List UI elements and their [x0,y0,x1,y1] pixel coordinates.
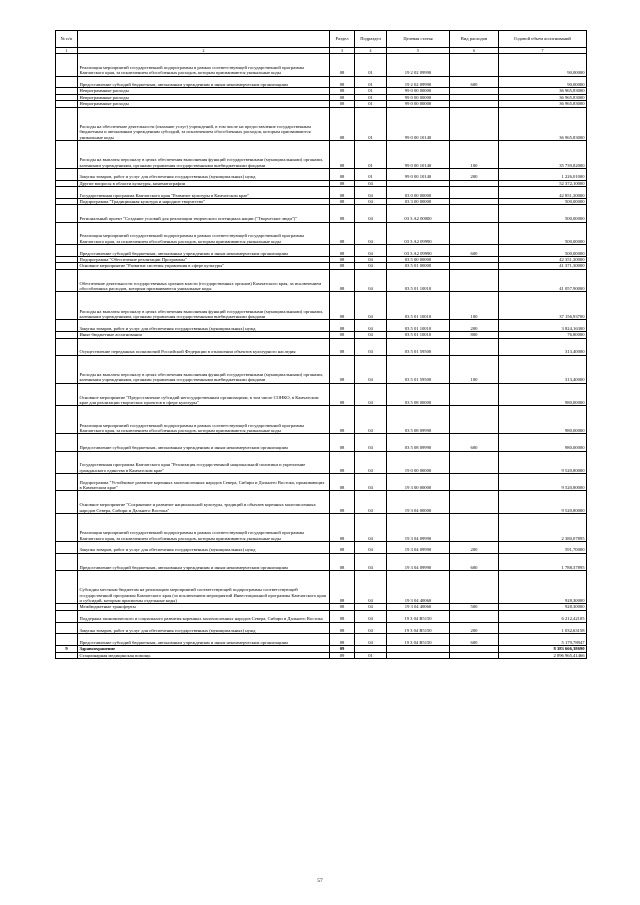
row-name: Обеспечение деятельности государственных органов власти (государственных органов) Камчатского края, за исключением обособленных расходов, которым присваиваются уникальные коды [78,269,330,292]
row-podrazdel: 04 [355,222,387,245]
row-podrazdel: 04 [355,338,387,355]
row-number [56,434,78,451]
row-podrazdel: 04 [355,199,387,205]
row-target-article: 99 0 00 10140 [387,107,450,140]
row-podrazdel: 01 [355,88,387,94]
row-sum: 500,00000 [499,199,587,205]
row-expense-type [450,222,499,245]
table-row [56,541,587,553]
row-expense-type [450,491,499,514]
row-podrazdel: 01 [355,94,387,100]
row-target-article: 03 5 01 59500 [387,338,450,355]
row-name: Реализация мероприятий государственной подпрограммы в рамках соответствующей государственной программы Камчатского края, за исключением обособленных расходов, которым присваиваются уникальные коды [78,222,330,245]
row-target-article: 19 3 04 09990 [387,513,450,541]
row-sum: 36 965,83000 [499,101,587,107]
row-target-article: 03 5 08 00000 [387,383,450,406]
row-razdel: 08 [330,553,355,570]
row-expense-type: 200 [450,622,499,634]
row-razdel: 08 [330,491,355,514]
column-index: 4 [355,48,387,54]
row-sum: 42 851,30000 [499,187,587,199]
row-number [56,383,78,406]
row-target-article: 03 5 01 10010 [387,332,450,338]
header-target-article: Целевая статья [387,31,450,48]
row-expense-type: 500 [450,604,499,610]
row-name: Подпрограмма "Традиционная культура и народное творчество" [78,199,330,205]
row-razdel: 08 [330,76,355,88]
row-podrazdel: 04 [355,622,387,634]
table-row [56,451,587,474]
row-expense-type [450,338,499,355]
row-sum: 1 226,01000 [499,169,587,181]
row-expense-type [450,406,499,434]
row-name: Предоставление субсидий бюджетным, автономным учреждениям и иным некоммерческим организациям [78,553,330,570]
row-name: Реализация мероприятий государственной подпрограммы в рамках соответствующей государственной программы Камчатского края, за исключением обособленных расходов, которым присваиваются уникальные коды [78,406,330,434]
row-sum: 90,00000 [499,76,587,88]
row-name: Стационарная медицинская помощь [78,652,330,658]
row-target-article: 19 3 04 40060 [387,570,450,603]
row-sum: 1 032,63158 [499,622,587,634]
table-row [56,553,587,570]
row-sum: 500,00000 [499,245,587,257]
row-podrazdel: 04 [355,263,387,269]
row-target-article: 19 2 02 09990 [387,76,450,88]
table-row [56,169,587,181]
row-number [56,610,78,622]
row-target-article: 19 2 02 09990 [387,54,450,77]
row-razdel: 09 [330,652,355,658]
table-row [56,107,587,140]
row-target-article: 19 3 04 R5150 [387,634,450,646]
row-name: Подпрограмма "Устойчивое развитие коренных малочисленных народов Севера, Сибири и Дальнего Востока, проживающих в Камчатском крае" [78,474,330,491]
row-name: Межбюджетные трансферты [78,604,330,610]
row-number [56,553,78,570]
row-podrazdel: 04 [355,513,387,541]
row-expense-type [450,513,499,541]
row-razdel: 08 [330,474,355,491]
row-podrazdel: 04 [355,474,387,491]
row-name: Основное мероприятие "Сохранение и развитие национальной культуры, традиций и обычаев коренных малочисленных народов Севера, Сибири и Дальнего Востока" [78,491,330,514]
table-row [56,292,587,320]
row-podrazdel: 04 [355,355,387,383]
row-expense-type: 100 [450,141,499,169]
row-expense-type: 600 [450,634,499,646]
row-target-article: 99 0 00 00000 [387,88,450,94]
table-row [56,76,587,88]
row-number [56,187,78,199]
row-razdel: 08 [330,338,355,355]
row-target-article: 03 3 00 00000 [387,199,450,205]
row-sum: 8 383 666,38690 [499,646,587,652]
row-razdel: 08 [330,169,355,181]
row-name: Закупка товаров, работ и услуг для обеспечения государственных (муниципальных) нужд [78,541,330,553]
row-podrazdel: 04 [355,292,387,320]
row-expense-type: 600 [450,76,499,88]
row-number [56,652,78,658]
row-name: Иные бюджетные ассигнования [78,332,330,338]
row-razdel: 08 [330,541,355,553]
row-sum: 2 380,07895 [499,513,587,541]
row-number [56,269,78,292]
row-podrazdel: 04 [355,180,387,186]
row-expense-type: 600 [450,245,499,257]
row-sum: 37 156,93700 [499,292,587,320]
row-target-article: 19 3 04 09990 [387,541,450,553]
row-name: Расходы на выплаты персоналу в целях обеспечения выполнения функций государственными (муниципальными) органами, казенными учреждениями, органами управления государственными внебюджетными фондами [78,292,330,320]
row-podrazdel: 04 [355,187,387,199]
row-sum: 42 351,30000 [499,256,587,262]
row-razdel: 08 [330,383,355,406]
table-row [56,245,587,257]
table-row [56,570,587,603]
row-name: Подпрограмма "Обеспечение реализации Программы" [78,256,330,262]
header-podrazdel: Подраздел [355,31,387,48]
row-name: Закупка товаров, работ и услуг для обеспечения государственных (муниципальных) нужд [78,169,330,181]
row-podrazdel: 04 [355,610,387,622]
row-razdel: 08 [330,320,355,332]
row-sum: 9 520,80000 [499,451,587,474]
row-expense-type [450,187,499,199]
row-target-article: 19 3 04 40060 [387,604,450,610]
row-podrazdel: 04 [355,451,387,474]
row-sum: 3 824,16300 [499,320,587,332]
row-target-article: 03 5 08 09990 [387,406,450,434]
row-podrazdel: 04 [355,570,387,603]
row-sum: 313,40000 [499,355,587,383]
row-target-article: 03 3 A2 09990 [387,222,450,245]
row-name: Закупка товаров, работ и услуг для обеспечения государственных (муниципальных) нужд [78,320,330,332]
table-row [56,652,587,658]
row-name: Расходы на выплаты персоналу в целях обеспечения выполнения функций государственными (муниципальными) органами, казенными учреждениями, органами управления государственными внебюджетными фондами [78,141,330,169]
row-target-article: 03 0 00 00000 [387,187,450,199]
row-name: Государственная программа Камчатского края "Развитие культуры в Камчатском крае" [78,187,330,199]
row-sum: 980,00000 [499,406,587,434]
row-number [56,141,78,169]
row-expense-type [450,54,499,77]
document-page [55,30,586,659]
row-razdel: 08 [330,94,355,100]
row-name: Региональный проект "Создание условий для реализации творческого потенциала нации ("Творческие люди")" [78,205,330,222]
column-index: 2 [78,48,330,54]
table-row [56,474,587,491]
row-name: Непрограммные расходы [78,88,330,94]
row-expense-type [450,652,499,658]
row-podrazdel: 04 [355,245,387,257]
row-sum: 500,00000 [499,205,587,222]
row-razdel: 08 [330,406,355,434]
row-sum: 35 739,82000 [499,141,587,169]
row-podrazdel: 04 [355,541,387,553]
row-podrazdel: 01 [355,54,387,77]
row-expense-type: 200 [450,320,499,332]
row-podrazdel: 04 [355,604,387,610]
row-target-article: 03 3 A2 09990 [387,245,450,257]
row-podrazdel: 01 [355,107,387,140]
row-sum: 76,80000 [499,332,587,338]
header-annual-sum: Годовой объем ассигнований [499,31,587,48]
row-number: 9 [56,646,78,652]
table-row [56,406,587,434]
row-name: Субсидии местным бюджетам на реализацию мероприятий соответствующей подпрограммы соответствующей государственной программы Камчатского края (за исключением мероприятий Инвестиционной программы Камчатского края и субсидий, которым присвоены отдельные коды) [78,570,330,603]
row-target-article: 19 3 04 00000 [387,491,450,514]
row-razdel: 08 [330,256,355,262]
table-row [56,141,587,169]
row-razdel: 08 [330,292,355,320]
row-razdel: 08 [330,634,355,646]
row-razdel: 08 [330,570,355,603]
row-name: Здравоохранение [78,646,330,652]
row-razdel: 08 [330,332,355,338]
row-podrazdel: 04 [355,434,387,451]
row-expense-type [450,107,499,140]
row-sum: 9 520,80000 [499,491,587,514]
row-razdel: 08 [330,451,355,474]
row-sum: 41 371,30000 [499,263,587,269]
row-sum: 1 788,37895 [499,553,587,570]
row-number [56,76,78,88]
row-expense-type [450,451,499,474]
row-razdel: 08 [330,622,355,634]
row-name: Непрограммные расходы [78,94,330,100]
row-target-article [387,652,450,658]
row-name: Основное мероприятие "Предоставление субсидий негосударственным организациям, в том числе СОНКО, в Камчатском крае для реализации творческих проектов в сфере культуры" [78,383,330,406]
header-expense-type: Вид расходов [450,31,499,48]
column-index: 6 [450,48,499,54]
row-expense-type [450,570,499,603]
row-number [56,222,78,245]
row-podrazdel: 04 [355,491,387,514]
row-target-article: 19 3 04 R5150 [387,610,450,622]
row-razdel: 08 [330,141,355,169]
row-sum: 313,40000 [499,338,587,355]
row-target-article: 99 0 00 00000 [387,94,450,100]
column-index: 1 [56,48,78,54]
row-expense-type: 200 [450,169,499,181]
row-podrazdel: 01 [355,169,387,181]
table-row [56,269,587,292]
page-number: 57 [317,878,323,884]
row-razdel: 08 [330,610,355,622]
row-podrazdel: 01 [355,652,387,658]
row-podrazdel: 04 [355,332,387,338]
row-razdel: 08 [330,222,355,245]
row-target-article: 03 5 01 59500 [387,355,450,383]
row-number [56,355,78,383]
row-target-article: 03 5 01 10010 [387,320,450,332]
row-sum: 591,70000 [499,541,587,553]
row-podrazdel: 04 [355,256,387,262]
row-razdel: 08 [330,604,355,610]
row-expense-type: 200 [450,541,499,553]
row-target-article: 19 3 00 00000 [387,474,450,491]
row-target-article: 03 3 A2 00000 [387,205,450,222]
row-target-article: 03 5 01 00000 [387,263,450,269]
header-row [56,31,587,48]
row-number [56,245,78,257]
table-row [56,355,587,383]
row-number [56,292,78,320]
row-sum: 980,00000 [499,383,587,406]
row-podrazdel: 04 [355,269,387,292]
row-number [56,622,78,634]
row-razdel: 08 [330,101,355,107]
table-row [56,205,587,222]
row-target-article: 99 0 00 10140 [387,169,450,181]
table-row [56,634,587,646]
table-row [56,54,587,77]
table-row [56,338,587,355]
row-number [56,570,78,603]
row-expense-type: 800 [450,332,499,338]
row-expense-type [450,269,499,292]
column-index: 7 [499,48,587,54]
row-number [56,491,78,514]
row-sum: 36 965,83000 [499,88,587,94]
row-target-article: 99 0 00 10140 [387,141,450,169]
table-row [56,610,587,622]
row-razdel: 08 [330,187,355,199]
table-body [56,54,587,659]
row-sum: 36 965,83000 [499,107,587,140]
row-sum: 5 179,78947 [499,634,587,646]
row-podrazdel: 04 [355,205,387,222]
row-sum: 41 057,90000 [499,269,587,292]
row-sum: 928,30000 [499,570,587,603]
table-row [56,187,587,199]
row-number [56,338,78,355]
row-number [56,406,78,434]
row-name: Предоставление субсидий бюджетным, автономным учреждениям и иным некоммерческим организациям [78,434,330,451]
row-podrazdel: 04 [355,320,387,332]
row-podrazdel: 04 [355,406,387,434]
row-number [56,634,78,646]
row-podrazdel: 04 [355,634,387,646]
row-razdel: 08 [330,205,355,222]
row-target-article: 03 5 01 10010 [387,292,450,320]
row-sum: 928,30000 [499,604,587,610]
row-target-article: 99 0 00 00000 [387,101,450,107]
row-target-article: 19 3 04 09990 [387,553,450,570]
row-number [56,451,78,474]
table-row [56,320,587,332]
row-target-article: 03 5 00 00000 [387,256,450,262]
row-expense-type [450,383,499,406]
row-razdel: 08 [330,180,355,186]
row-name: Предоставление субсидий бюджетным, автономным учреждениям и иным некоммерческим организациям [78,245,330,257]
row-razdel: 09 [330,646,355,652]
row-podrazdel: 04 [355,553,387,570]
header-razdel: Раздел [330,31,355,48]
row-razdel: 08 [330,269,355,292]
row-razdel: 08 [330,355,355,383]
row-sum: 9 520,80000 [499,474,587,491]
row-podrazdel: 01 [355,101,387,107]
row-sum: 980,00000 [499,434,587,451]
row-name: Расходы на выплаты персоналу в целях обеспечения выполнения функций государственными (муниципальными) органами, казенными учреждениями, органами управления государственными внебюджетными фондами [78,355,330,383]
row-target-article: 03 5 08 09990 [387,434,450,451]
column-index: 3 [330,48,355,54]
row-razdel: 08 [330,513,355,541]
table-row [56,383,587,406]
table-row [56,622,587,634]
row-sum: 52 372,10000 [499,180,587,186]
row-number [56,107,78,140]
row-name: Осуществление переданных полномочий Российской Федерации в отношении объектов культурного наследия [78,338,330,355]
budget-table [55,30,587,659]
row-expense-type: 600 [450,553,499,570]
row-razdel: 08 [330,54,355,77]
row-number [56,169,78,181]
row-sum: 6 212,42105 [499,610,587,622]
row-razdel: 08 [330,199,355,205]
row-name: Поддержка экономического и социального развития коренных малочисленных народов Севера, Сибири и Дальнего Востока [78,610,330,622]
row-expense-type: 100 [450,355,499,383]
row-number [56,474,78,491]
row-podrazdel: 01 [355,76,387,88]
table-row [56,513,587,541]
row-target-article: 19 3 04 R5150 [387,622,450,634]
row-razdel: 08 [330,107,355,140]
row-name: Закупка товаров, работ и услуг для обеспечения государственных (муниципальных) нужд [78,622,330,634]
row-name: Государственная программа Камчатского края "Реализация государственной национальной политики и укрепление гражданского единства в Камчатском крае" [78,451,330,474]
row-target-article: 19 0 00 00000 [387,451,450,474]
row-name: Предоставление субсидий бюджетным, автономным учреждениям и иным некоммерческим организациям [78,634,330,646]
table-row [56,434,587,451]
row-target-article: 03 5 01 10010 [387,269,450,292]
row-expense-type: 100 [450,292,499,320]
row-number [56,54,78,77]
column-index: 5 [387,48,450,54]
row-razdel: 08 [330,245,355,257]
row-name: Предоставление субсидий бюджетным, автономным учреждениям и иным некоммерческим организациям [78,76,330,88]
row-name: Непрограммные расходы [78,101,330,107]
row-razdel: 08 [330,263,355,269]
row-podrazdel: 01 [355,141,387,169]
row-number [56,205,78,222]
row-sum: 2 096 965,41466 [499,652,587,658]
row-sum: 500,00000 [499,222,587,245]
row-expense-type: 600 [450,434,499,451]
row-sum: 90,00000 [499,54,587,77]
row-number [56,320,78,332]
row-name: Основное мероприятие "Развитие системы управления в сфере культуры" [78,263,330,269]
row-name: Реализация мероприятий государственной подпрограммы в рамках соответствующей государственной программы Камчатского края, за исключением обособленных расходов, которым присваиваются уникальные коды [78,513,330,541]
row-name: Реализация мероприятий государственной подпрограммы в рамках соответствующей государственной программы Камчатского края, за исключением обособленных расходов, которым присваиваются уникальные коды [78,54,330,77]
row-expense-type [450,205,499,222]
header-name [78,31,330,48]
row-name: Другие вопросы в области культуры, кинематографии [78,180,330,186]
row-expense-type [450,474,499,491]
row-razdel: 08 [330,434,355,451]
table-row [56,222,587,245]
row-expense-type [450,610,499,622]
header-num: № п/п [56,31,78,48]
row-podrazdel: 04 [355,383,387,406]
row-name: Расходы на обеспечение деятельности (оказание услуг) учреждений, в том числе на предоставление государственным бюджетным и автономным учреждениям субсидий, за исключением обособленных расходов, которым присваиваются уникальные коды [78,107,330,140]
table-row [56,491,587,514]
row-sum: 36 965,83000 [499,94,587,100]
row-number [56,541,78,553]
row-number [56,513,78,541]
row-razdel: 08 [330,88,355,94]
